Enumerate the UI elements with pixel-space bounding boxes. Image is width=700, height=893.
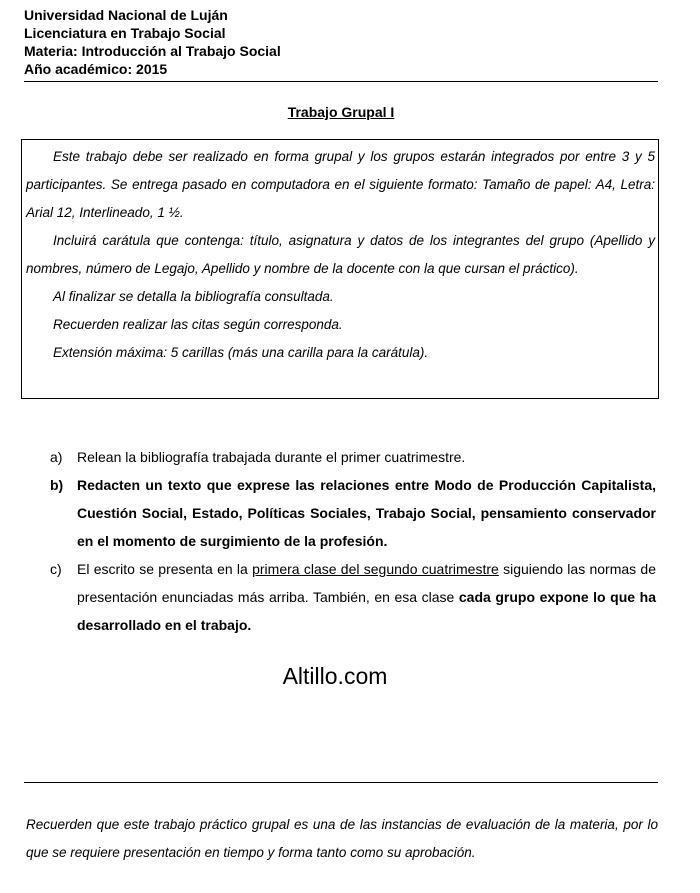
university-name: Universidad Nacional de Luján: [24, 7, 228, 23]
list-item-c: [50, 555, 656, 639]
instruction-citations: Recuerden realizar las citas según corresponda.: [53, 317, 343, 332]
instruction-cover-page: Incluirá carátula que contenga: título, asignatura y datos de los integrantes del grupo (Apellido y nombres, número de Legajo, Apellido y nombre de la docente con la que cursan el práctico).: [26, 233, 655, 276]
list-marker: c): [50, 561, 62, 577]
task-list: [50, 443, 656, 639]
footer-divider: [24, 782, 658, 783]
list-item-text: Relean la bibliografía trabajada durante el primer cuatrimestre.: [77, 449, 466, 465]
subject-name: Materia: Introducción al Trabajo Social: [24, 43, 281, 59]
instruction-max-length: Extensión máxima: 5 carillas (más una carilla para la carátula).: [53, 345, 429, 360]
career-name: Licenciatura en Trabajo Social: [24, 25, 226, 41]
list-marker: a): [50, 449, 63, 465]
academic-year: Año académico: 2015: [24, 61, 168, 77]
list-item-text: [77, 555, 656, 639]
page-title: Trabajo Grupal I: [287, 104, 395, 120]
instruction-bibliography: Al finalizar se detalla la bibliografía consultada.: [53, 289, 334, 304]
list-item-b: [50, 471, 656, 555]
list-marker: b): [50, 477, 64, 493]
task-c-bold-tail: cada grupo expone lo que ha desarrollado en el trabajo.: [77, 589, 656, 633]
task-c-text-before: El escrito se presenta en la: [77, 561, 248, 577]
list-item-text: Redacten un texto que exprese las relaciones entre Modo de Producción Capitalista, Cuestión Social, Estado, Políticas Sociales, Trabajo Social, pensamiento conservador en el momento de surgimiento de la profesión.: [77, 477, 656, 549]
header-divider: [24, 81, 658, 82]
instructions-box: [21, 139, 659, 399]
task-c-underlined-date: primera clase del segundo cuatrimestre: [252, 561, 499, 577]
list-item-a: [50, 443, 656, 471]
footer-note: Recuerden que este trabajo práctico grupal es una de las instancias de evaluación de la materia, por lo que se requiere presentación en tiempo y forma tanto como su aprobación.: [26, 817, 658, 860]
task-c-text-after: siguiendo las normas de presentación enunciadas más arriba. También, en esa clase: [77, 561, 657, 605]
instruction-group-format: Este trabajo debe ser realizado en forma grupal y los grupos estarán integrados por entre 3 y 5 participantes. Se entrega pasado en computadora en el siguiente formato: Tamaño de papel: A4, Letra: Arial 12, Interlineado, 1 ½.: [26, 149, 655, 220]
watermark: Altillo.com: [282, 663, 388, 689]
document-header: [24, 6, 658, 78]
